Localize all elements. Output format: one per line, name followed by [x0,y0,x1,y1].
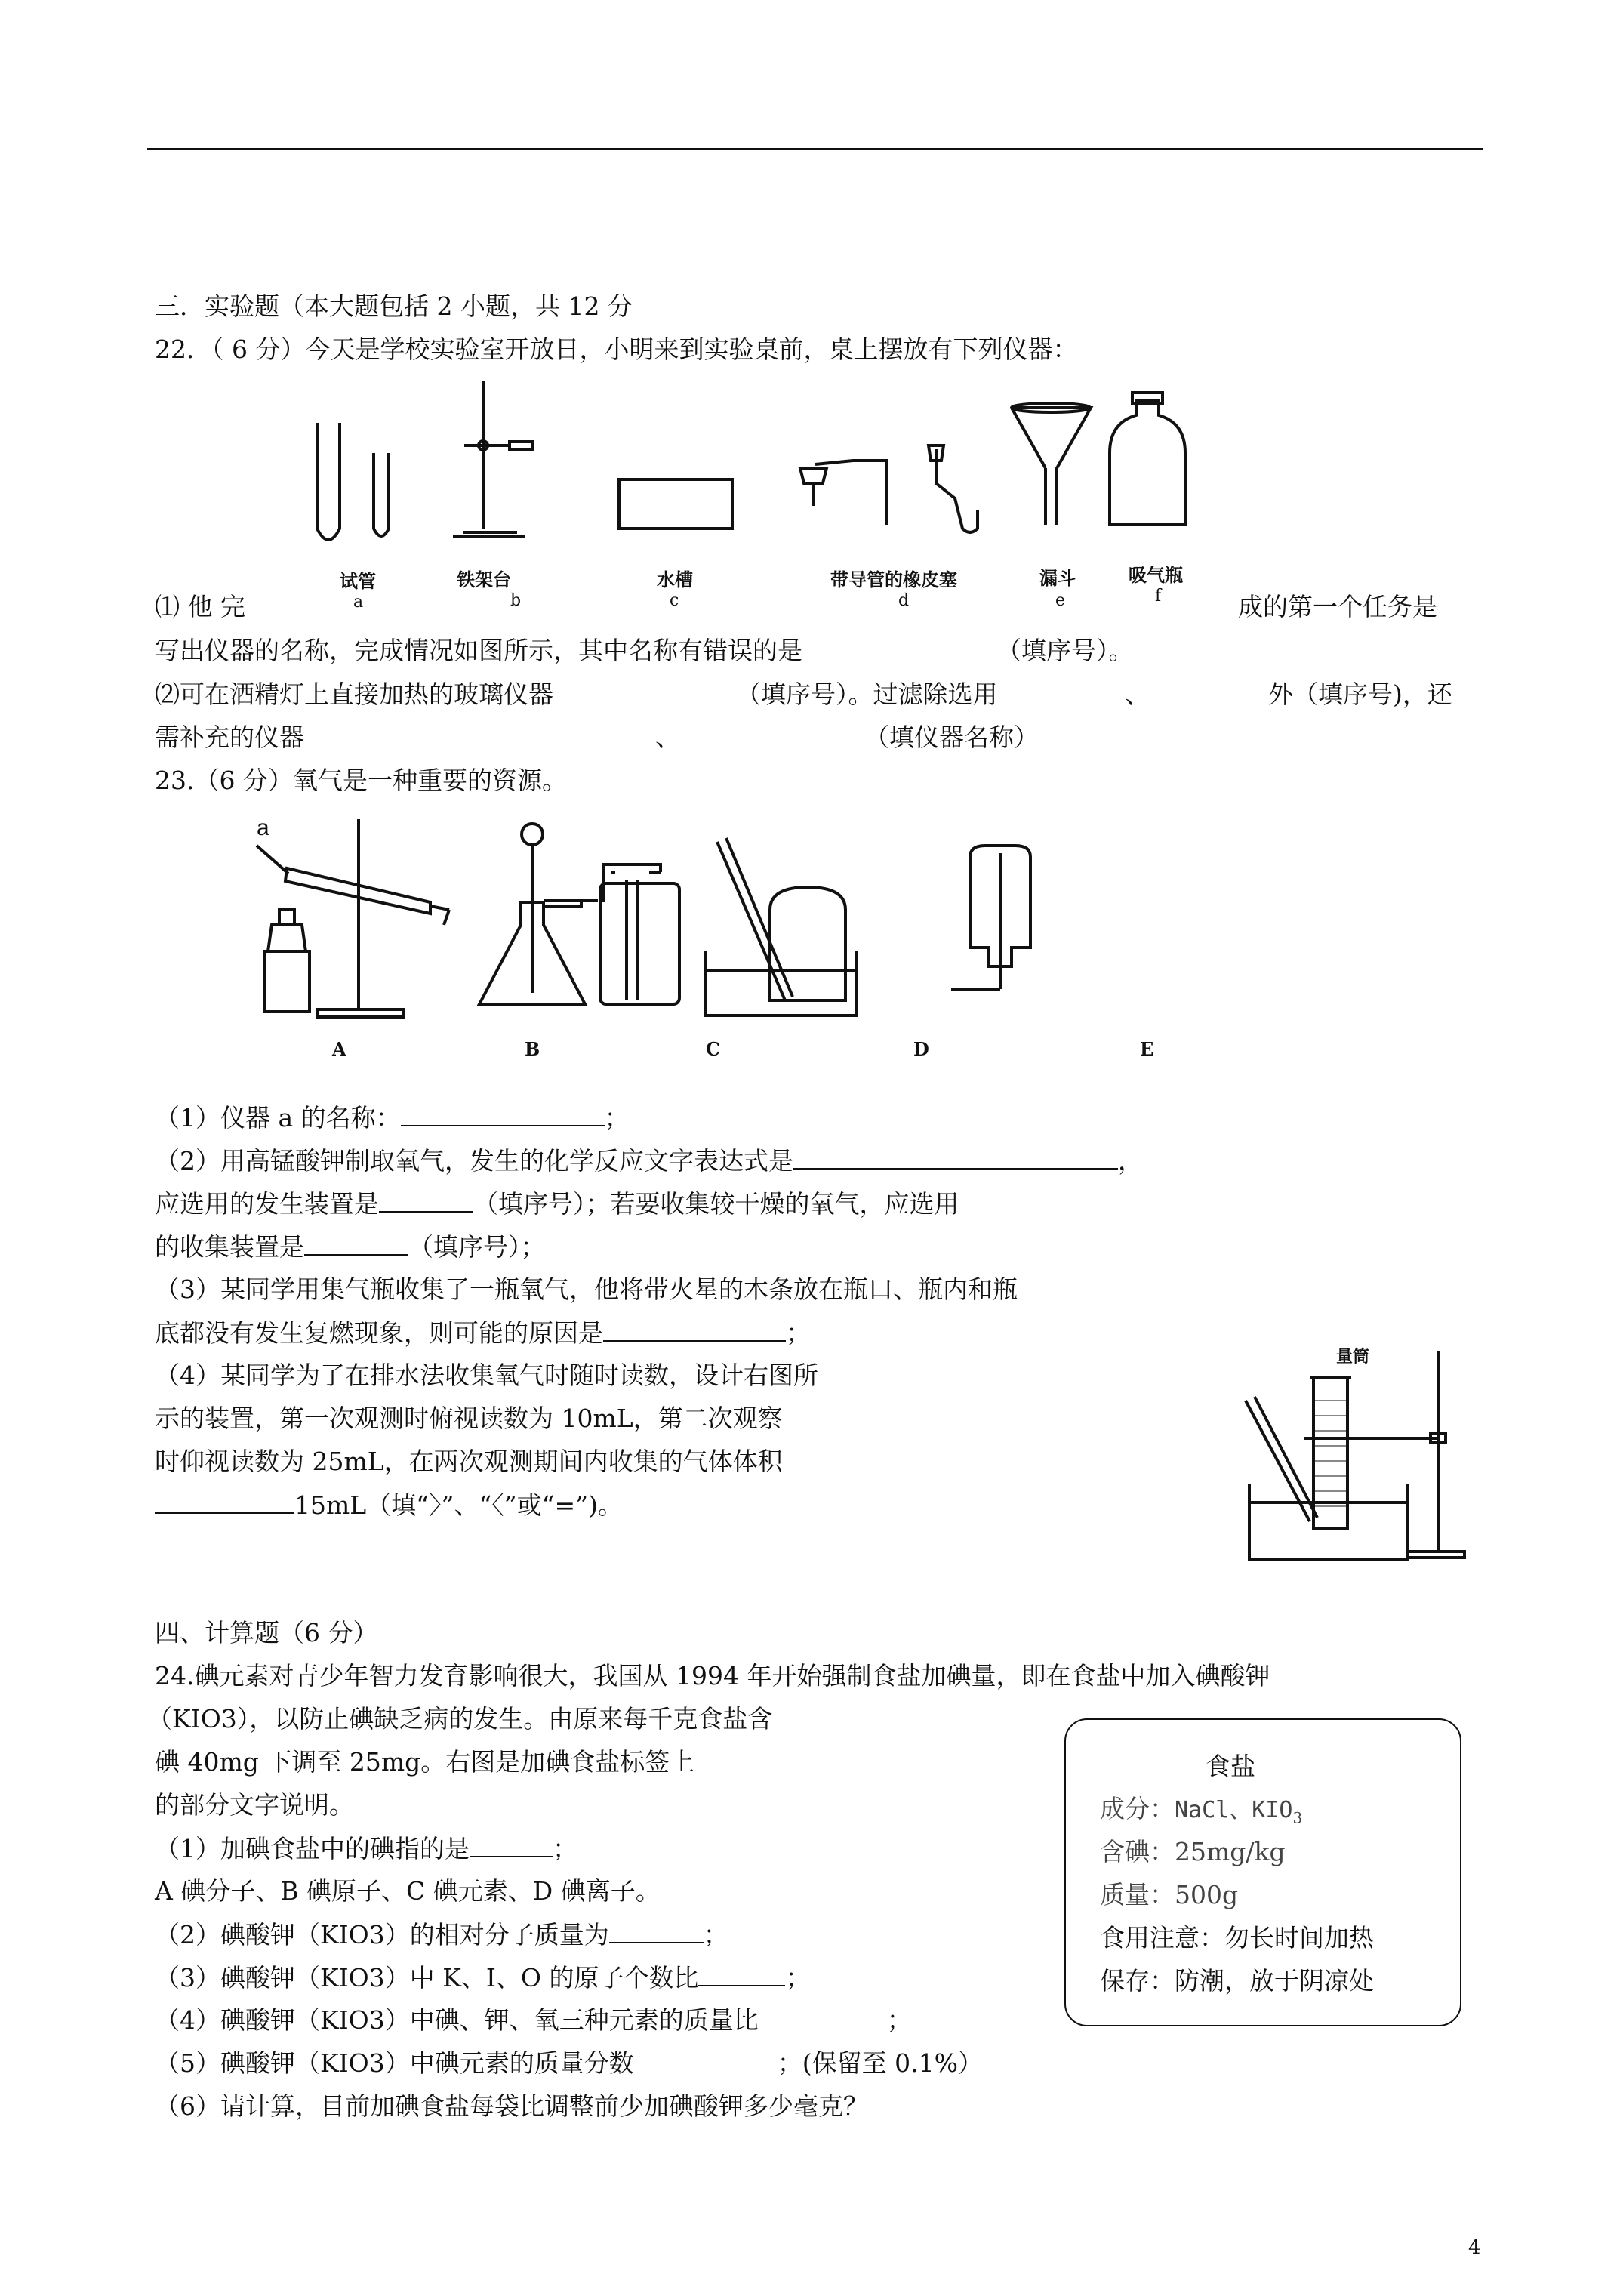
q22-p2-d: 外（填序号)，还 [1268,680,1452,709]
q24-s4: （4）碘酸钾（KIO3）中碘、钾、氧三种元素的质量比 ； [155,2005,912,2035]
salt-label-row2: 含碘：25mg/kg [1100,1837,1286,1866]
cylinder-figure [1238,1333,1487,1567]
salt-label-row3: 质量：500g [1100,1880,1239,1909]
apparatus-A: A [332,1038,346,1060]
instrument-letter-c: c [670,591,679,610]
instrument-name-f: 吸气瓶 [1129,564,1183,586]
instrument-name-a: 试管 [340,570,376,592]
cylinder-label: 量筒 [1336,1347,1370,1367]
blank-collector[interactable] [304,1231,408,1256]
apparatus-B: B [525,1038,540,1060]
blank-reason[interactable] [603,1318,786,1342]
page-number: 4 [1468,2236,1481,2259]
oxygen-apparatus-figure [249,812,1261,1061]
q24-line2: （KIO3），以防止碘缺乏病的发生。由原来每千克食盐含 [147,1704,773,1734]
cylinder-drawing [1238,1333,1487,1567]
salt-label-box [1064,1718,1461,2026]
apparatus-E: E [1140,1038,1154,1060]
apparatus-C: C [706,1038,721,1060]
instrument-name-d: 带导管的橡皮塞 [830,569,957,590]
blank-generator[interactable] [379,1188,473,1213]
instruments-figure [298,370,1204,596]
q22-p2-line2-a: 需补充的仪器 [155,723,304,752]
q23-p4-line4: 15mL（填“〉”、“〈”或“=”)。 [155,1490,623,1521]
instrument-letter-a: a [353,593,364,612]
q22-p2-c: 、 [1125,680,1150,709]
instrument-name-e: 漏斗 [1039,567,1076,589]
q22-p1-line2: 写出仪器的名称，完成情况如图所示，其中名称有错误的是 [155,636,802,665]
q22-p1-end: 成的第一个任务是 [1238,592,1437,621]
q22-p2-b: （填序号）。过滤除选用 [736,680,998,709]
q24-s2: （2）碘酸钾（KIO3）的相对分子质量为 ； [155,1920,728,1949]
q22-p2-a: ⑵可在酒精灯上直接加热的玻璃仪器 [155,680,553,709]
q22-p1-start: ⑴ 他 完 [155,592,245,621]
instrument-letter-f: f [1155,587,1162,606]
blank-molecular-mass[interactable] [609,1919,704,1943]
q24-line1: 24.碘元素对青少年智力发育影响很大，我国从 1994 年开始强制食盐加碘量，即在食盐中加入碘酸钾 [155,1661,1270,1690]
instrument-letter-d: d [898,591,910,610]
q23-p1: （1）仪器 a 的名称： ； [155,1103,630,1133]
q23-stem: 23.（6 分）氧气是一种重要的资源。 [155,766,567,795]
q24-s6: （6）请计算，目前加碘食盐每袋比调整前少加碘酸钾多少毫克？ [155,2091,868,2121]
apparatus-label-a: a [257,815,269,840]
q24-s1-options: A 碘分子、B 碘原子、C 碘元素、D 碘离子。 [155,1876,661,1906]
q23-p4-line2: 示的装置，第一次观测时俯视读数为 10mL，第二次观察 [155,1404,783,1433]
salt-label-row1: 成分：NaCl、$KIO_3$ [1100,1794,1303,1827]
q23-p3-line2: 底都没有发生复燃现象，则可能的原因是 ； [155,1318,811,1348]
instruments-drawing [298,370,1204,596]
q24-line4: 的部分文字说明。 [155,1790,354,1820]
instrument-letter-b: b [510,591,522,610]
blank-instrument-a[interactable] [401,1102,605,1126]
blank-atom-ratio[interactable] [698,1962,785,1986]
q22-p2-line2-b: 、 [655,723,680,752]
salt-label-title: 食盐 [1206,1752,1255,1781]
section4-heading: 四、计算题（6 分） [155,1618,378,1647]
instrument-letter-e: e [1055,591,1066,610]
salt-label-row4: 食用注意：勿长时间加热 [1100,1923,1374,1952]
q24-s3: （3）碘酸钾（KIO3）中 K、I、O 的原子个数比 ； [155,1963,811,1992]
q23-p4-line3: 时仰视读数为 25mL，在两次观测期间内收集的气体体积 [155,1447,783,1476]
blank-compare[interactable] [155,1490,294,1514]
blank-iodine-form[interactable] [470,1833,553,1857]
q24-s1: （1）加碘食盐中的碘指的是 ； [155,1834,577,1863]
header-rule [147,148,1483,150]
blank-reaction-expression[interactable] [793,1145,1118,1170]
q22-p1-line2-end: （填序号）。 [996,636,1134,665]
section3-heading: 三．实验题（本大题包括 2 小题，共 12 分 [155,291,633,321]
q23-p2-line2: 应选用的发生装置是 （填序号）；若要收集较干燥的氧气，应选用 [155,1189,959,1219]
apparatus-D: D [913,1038,929,1060]
q24-line3: 碘 40mg 下调至 25mg。右图是加碘食盐标签上 [155,1747,695,1777]
salt-label-row5: 保存：防潮，放于阴凉处 [1100,1966,1374,1996]
q22-stem: 22．（ 6 分）今天是学校实验室开放日，小明来到实验桌前，桌上摆放有下列仪器： [155,334,1078,364]
instrument-name-c: 水槽 [657,569,693,590]
q23-p2: （2）用高锰酸钾制取氧气，发生的化学反应文字表达式是 ， [155,1146,1143,1176]
q23-p4-line1: （4）某同学为了在排水法收集氧气时随时读数，设计右图所 [155,1361,818,1390]
q24-s5: （5）碘酸钾（KIO3）中碘元素的质量分数 ；(保留至 0.1%） [155,2048,983,2078]
instrument-name-b: 铁架台 [457,569,511,590]
q23-p2-line3: 的收集装置是 （填序号）； [155,1232,546,1262]
q23-p3-line1: （3）某同学用集气瓶收集了一瓶氧气，他将带火星的木条放在瓶口、瓶内和瓶 [155,1274,1018,1304]
oxygen-apparatus-drawing [249,812,1261,1061]
q22-p2-line2-c: （填仪器名称） [864,723,1039,752]
